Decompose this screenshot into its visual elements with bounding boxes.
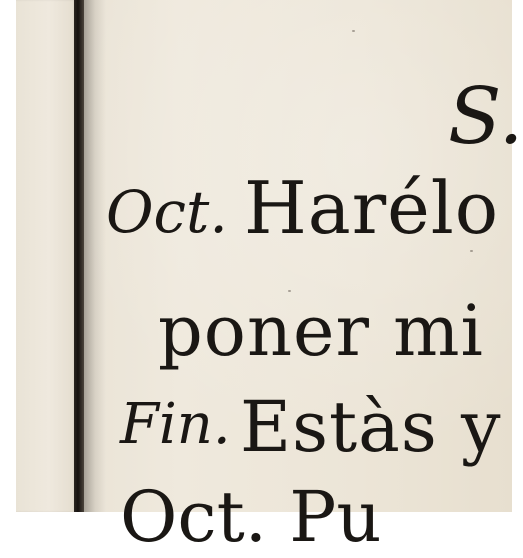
scan-margin xyxy=(0,0,16,512)
speaker-abbrev: Fin. xyxy=(120,392,231,457)
speaker-abbrev: Oct. xyxy=(106,178,228,246)
text-line-partial: Oct. Pu xyxy=(120,476,382,558)
binding-strip xyxy=(16,0,76,512)
paper-speck xyxy=(470,250,473,252)
text-line: Estàs y xyxy=(240,386,502,468)
running-header: S. xyxy=(448,72,523,162)
gutter-shadow-soft xyxy=(84,0,106,512)
gutter-shadow-dark xyxy=(74,0,84,512)
paper-speck xyxy=(352,30,355,32)
text-line: poner mi xyxy=(158,290,484,372)
text-line: Harélo xyxy=(244,166,500,250)
